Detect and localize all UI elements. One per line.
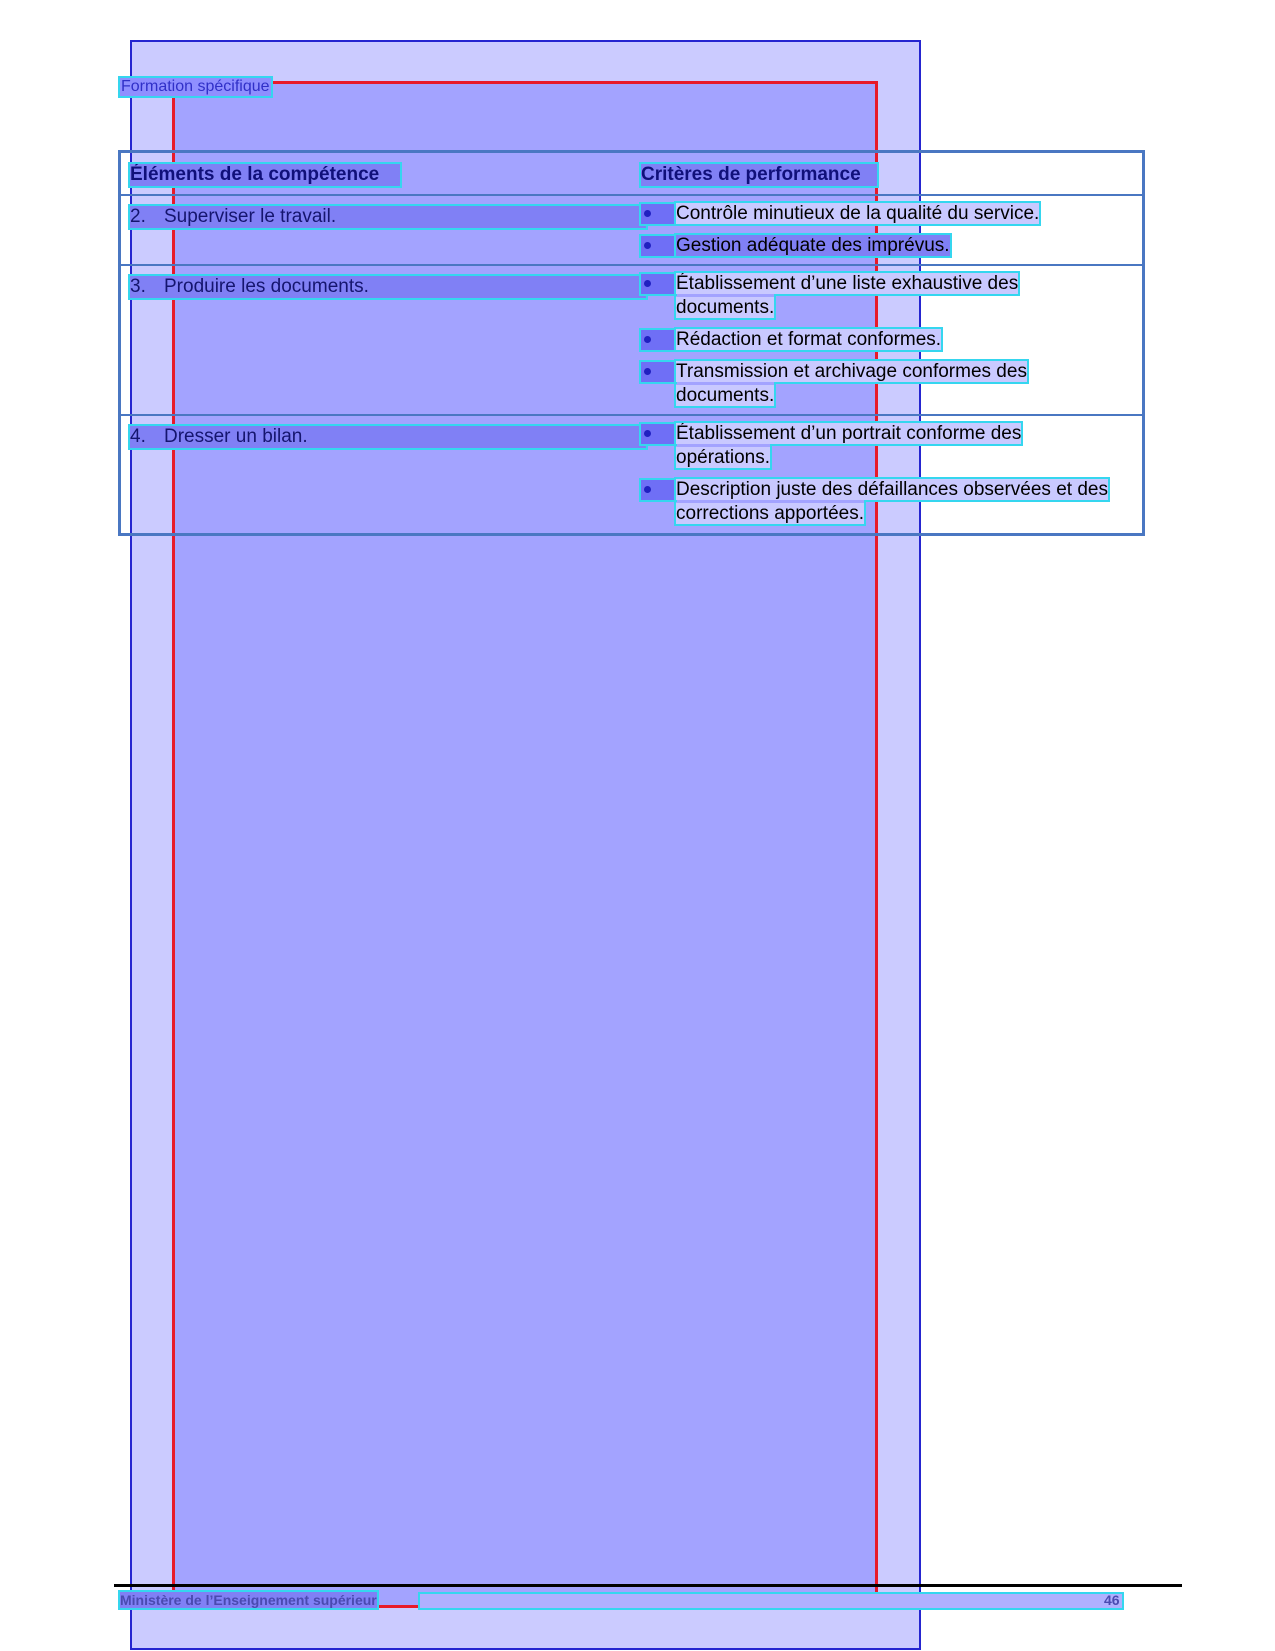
criterion-item: Gestion adéquate des imprévus.: [676, 235, 950, 256]
footer-rule: [114, 1584, 1182, 1587]
table-row-divider: [118, 264, 1145, 266]
criterion-item: Contrôle minutieux de la qualité du service.: [676, 203, 1040, 224]
table-row-element: [130, 276, 646, 298]
bullet-icon: [641, 236, 675, 256]
table-header-divider: [118, 194, 1145, 196]
table-row-divider: [118, 414, 1145, 416]
criterion-item: Rédaction et format conformes.: [676, 329, 942, 350]
element-number: 2.: [130, 206, 146, 227]
bullet-icon: [641, 362, 675, 382]
footer-highlight: [420, 1594, 1122, 1608]
bullet-icon: [641, 204, 675, 224]
footer-ministry: Ministère de l’Enseignement supérieur: [120, 1592, 377, 1608]
table-row-element: [130, 206, 646, 228]
bullet-icon: [641, 424, 675, 444]
criterion-item: Transmission et archivage conformes des documents.: [676, 361, 1027, 406]
bullet-icon: [641, 274, 675, 294]
element-number: 4.: [130, 426, 146, 447]
bullet-icon: [641, 480, 675, 500]
element-text: Produire les documents.: [164, 276, 369, 297]
page-number: 46: [1104, 1592, 1120, 1608]
criterion-item: Description juste des défaillances observées et des corrections apportées.: [676, 479, 1108, 524]
column-header-criteria: Critères de performance: [641, 164, 877, 186]
table-row-element: [130, 426, 646, 448]
element-number: 3.: [130, 276, 146, 297]
element-text: Superviser le travail.: [164, 206, 337, 227]
element-text: Dresser un bilan.: [164, 426, 308, 447]
column-header-elements: Éléments de la compétence: [130, 164, 400, 186]
criterion-item: Établissement d’une liste exhaustive des documents.: [676, 273, 1019, 318]
criterion-item: Établissement d’un portrait conforme des opérations.: [676, 423, 1022, 468]
bullet-icon: [641, 330, 675, 350]
page-header-title: Formation spécifique: [121, 78, 270, 95]
